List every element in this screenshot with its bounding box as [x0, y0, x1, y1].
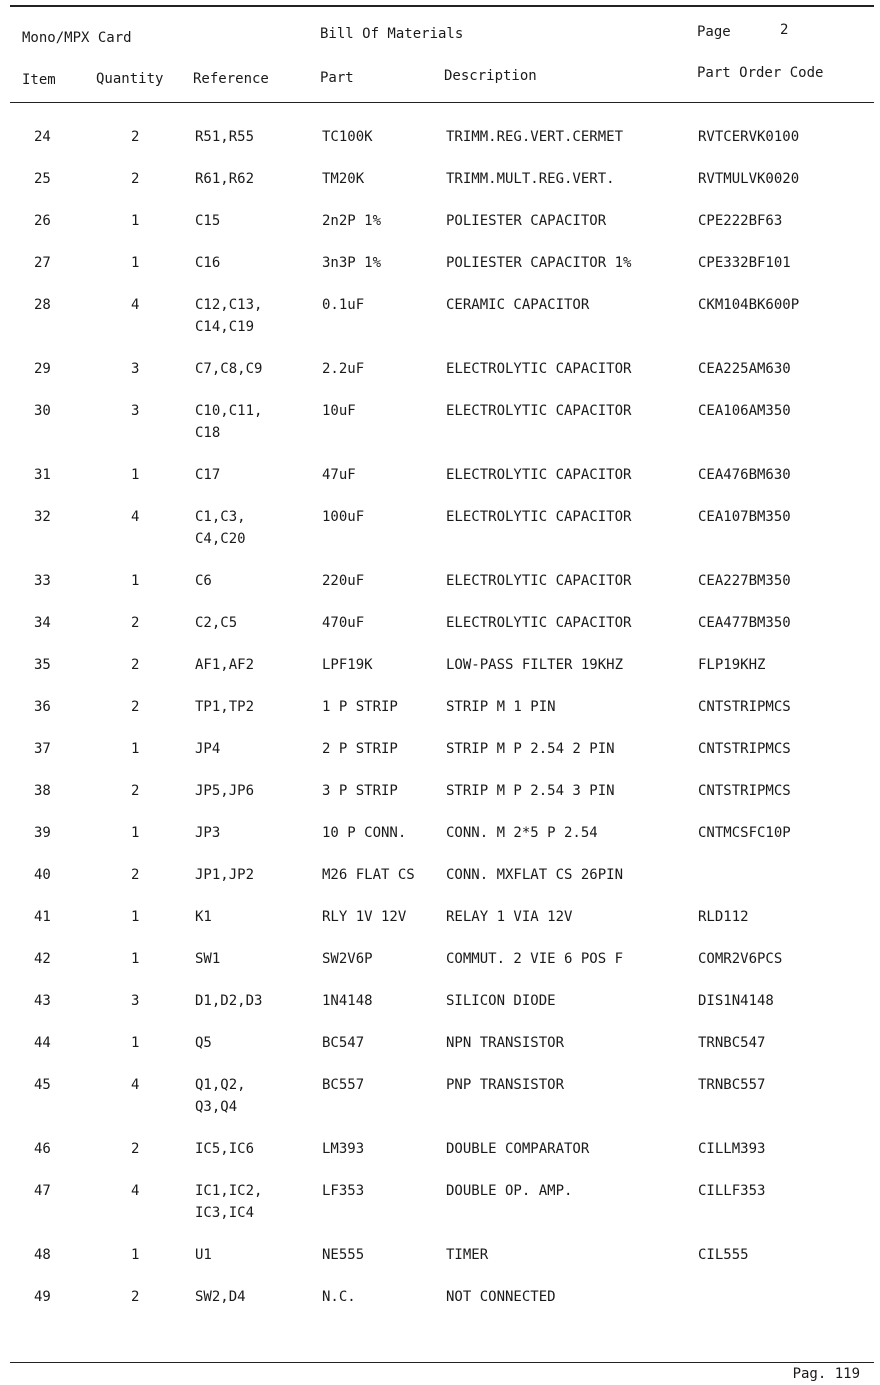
cell-part: BC547 [322, 1035, 365, 1051]
cell-part: 1 P STRIP [322, 699, 398, 715]
table-row [0, 244, 880, 286]
cell-description: SILICON DIODE [446, 993, 556, 1009]
cell-description: DOUBLE OP. AMP. [446, 1183, 573, 1199]
cell-item-number: 42 [34, 951, 51, 967]
footer-rule [10, 1362, 874, 1363]
cell-order-code: RVTMULVK0020 [698, 171, 800, 187]
cell-item-number: 31 [34, 467, 51, 483]
cell-reference: R61,R62 [195, 171, 255, 187]
table-row [0, 562, 880, 604]
cell-quantity: 1 [131, 467, 140, 483]
cell-description: NOT CONNECTED [446, 1289, 556, 1305]
cell-order-code: CPE332BF101 [698, 255, 791, 271]
cell-order-code: CKM104BK600P [698, 297, 800, 313]
cell-description: ELECTROLYTIC CAPACITOR [446, 615, 632, 631]
cell-quantity: 1 [131, 1247, 140, 1263]
cell-part: 10uF [322, 403, 356, 419]
cell-reference: JP4 [195, 741, 221, 757]
cell-description: TIMER [446, 1247, 489, 1263]
table-row [0, 350, 880, 392]
cell-item-number: 37 [34, 741, 51, 757]
cell-quantity: 1 [131, 741, 140, 757]
cell-quantity: 1 [131, 213, 140, 229]
cell-part: 2.2uF [322, 361, 365, 377]
table-row [0, 392, 880, 456]
card-name: Mono/MPX Card [22, 30, 132, 46]
cell-item-number: 43 [34, 993, 51, 1009]
cell-part: LPF19K [322, 657, 373, 673]
cell-item-number: 33 [34, 573, 51, 589]
cell-description: POLIESTER CAPACITOR [446, 213, 607, 229]
table-row [0, 160, 880, 202]
table-row [0, 730, 880, 772]
cell-item-number: 27 [34, 255, 51, 271]
cell-part: M26 FLAT CS [322, 867, 415, 883]
table-row [0, 202, 880, 244]
table-row [0, 286, 880, 350]
cell-description: CONN. M 2*5 P 2.54 [446, 825, 598, 841]
cell-reference: Q5 [195, 1035, 212, 1051]
cell-part: TM20K [322, 171, 365, 187]
column-header-order-code: Part Order Code [697, 65, 824, 81]
cell-quantity: 4 [131, 1183, 140, 1199]
cell-reference: R51,R55 [195, 129, 255, 145]
cell-order-code: CEA107BM350 [698, 509, 791, 525]
cell-order-code: CEA106AM350 [698, 403, 791, 419]
cell-item-number: 38 [34, 783, 51, 799]
cell-description: NPN TRANSISTOR [446, 1035, 565, 1051]
table-row [0, 498, 880, 562]
document-title: Bill Of Materials [320, 26, 464, 42]
cell-order-code: RVTCERVK0100 [698, 129, 800, 145]
bom-table [0, 118, 880, 1320]
cell-quantity: 2 [131, 1289, 140, 1305]
cell-part: LF353 [322, 1183, 365, 1199]
cell-order-code: DIS1N4148 [698, 993, 774, 1009]
cell-part: 470uF [322, 615, 365, 631]
column-header-description: Description [444, 68, 537, 84]
cell-quantity: 1 [131, 255, 140, 271]
cell-order-code: CNTSTRIPMCS [698, 699, 791, 715]
cell-item-number: 32 [34, 509, 51, 525]
cell-quantity: 2 [131, 867, 140, 883]
column-header-item: Item [22, 72, 56, 88]
cell-reference: AF1,AF2 [195, 657, 255, 673]
cell-quantity: 3 [131, 361, 140, 377]
table-row [0, 1024, 880, 1066]
cell-description: ELECTROLYTIC CAPACITOR [446, 467, 632, 483]
cell-reference: TP1,TP2 [195, 699, 255, 715]
cell-order-code: TRNBC547 [698, 1035, 766, 1051]
table-row [0, 1172, 880, 1236]
cell-description: TRIMM.REG.VERT.CERMET [446, 129, 624, 145]
cell-part: NE555 [322, 1247, 365, 1263]
table-row [0, 814, 880, 856]
cell-description: CERAMIC CAPACITOR [446, 297, 590, 313]
cell-description: ELECTROLYTIC CAPACITOR [446, 509, 632, 525]
cell-part: 2n2P 1% [322, 213, 382, 229]
footer-page-number: Pag. 119 [792, 1366, 860, 1382]
cell-quantity: 2 [131, 129, 140, 145]
cell-item-number: 28 [34, 297, 51, 313]
cell-quantity: 3 [131, 403, 140, 419]
cell-quantity: 4 [131, 1077, 140, 1093]
cell-item-number: 49 [34, 1289, 51, 1305]
cell-reference: C10,C11, C18 [195, 403, 263, 441]
table-row [0, 1066, 880, 1130]
cell-description: DOUBLE COMPARATOR [446, 1141, 590, 1157]
cell-part: 1N4148 [322, 993, 373, 1009]
cell-item-number: 44 [34, 1035, 51, 1051]
cell-quantity: 2 [131, 783, 140, 799]
cell-order-code: CILLM393 [698, 1141, 766, 1157]
table-row [0, 118, 880, 160]
cell-part: SW2V6P [322, 951, 373, 967]
cell-order-code: CEA477BM350 [698, 615, 791, 631]
cell-quantity: 1 [131, 1035, 140, 1051]
cell-part: 220uF [322, 573, 365, 589]
cell-item-number: 34 [34, 615, 51, 631]
cell-order-code: CEA225AM630 [698, 361, 791, 377]
top-rule [10, 5, 874, 7]
column-header-quantity: Quantity [96, 71, 164, 87]
cell-reference: C1,C3, C4,C20 [195, 509, 246, 547]
cell-reference: JP3 [195, 825, 221, 841]
cell-part: 100uF [322, 509, 365, 525]
cell-description: POLIESTER CAPACITOR 1% [446, 255, 632, 271]
cell-reference: C6 [195, 573, 212, 589]
cell-part: 3 P STRIP [322, 783, 398, 799]
table-row [0, 940, 880, 982]
cell-quantity: 1 [131, 825, 140, 841]
cell-quantity: 2 [131, 615, 140, 631]
cell-item-number: 36 [34, 699, 51, 715]
cell-item-number: 25 [34, 171, 51, 187]
cell-description: TRIMM.MULT.REG.VERT. [446, 171, 615, 187]
cell-order-code: COMR2V6PCS [698, 951, 783, 967]
cell-part: TC100K [322, 129, 373, 145]
cell-order-code: CILLF353 [698, 1183, 766, 1199]
cell-description: STRIP M P 2.54 3 PIN [446, 783, 615, 799]
cell-part: LM393 [322, 1141, 365, 1157]
cell-quantity: 2 [131, 171, 140, 187]
table-row [0, 856, 880, 898]
cell-reference: C2,C5 [195, 615, 238, 631]
cell-quantity: 1 [131, 951, 140, 967]
cell-description: STRIP M P 2.54 2 PIN [446, 741, 615, 757]
cell-quantity: 1 [131, 573, 140, 589]
cell-description: STRIP M 1 PIN [446, 699, 556, 715]
cell-reference: C7,C8,C9 [195, 361, 263, 377]
cell-item-number: 41 [34, 909, 51, 925]
cell-item-number: 46 [34, 1141, 51, 1157]
cell-item-number: 26 [34, 213, 51, 229]
cell-part: BC557 [322, 1077, 365, 1093]
cell-order-code: CNTSTRIPMCS [698, 783, 791, 799]
cell-quantity: 1 [131, 909, 140, 925]
cell-item-number: 29 [34, 361, 51, 377]
cell-reference: IC1,IC2, IC3,IC4 [195, 1183, 263, 1221]
header-rule [10, 102, 874, 103]
cell-item-number: 39 [34, 825, 51, 841]
table-row [0, 1130, 880, 1172]
cell-item-number: 48 [34, 1247, 51, 1263]
cell-quantity: 2 [131, 699, 140, 715]
cell-part: 3n3P 1% [322, 255, 382, 271]
cell-order-code: CNTSTRIPMCS [698, 741, 791, 757]
page-number: 2 [780, 22, 789, 38]
cell-part: 10 P CONN. [322, 825, 407, 841]
cell-order-code: FLP19KHZ [698, 657, 766, 673]
cell-reference: IC5,IC6 [195, 1141, 255, 1157]
cell-quantity: 2 [131, 657, 140, 673]
table-row [0, 982, 880, 1024]
table-row [0, 646, 880, 688]
cell-item-number: 45 [34, 1077, 51, 1093]
cell-part: RLY 1V 12V [322, 909, 407, 925]
cell-reference: JP1,JP2 [195, 867, 255, 883]
cell-quantity: 4 [131, 297, 140, 313]
cell-reference: SW1 [195, 951, 221, 967]
table-row [0, 1236, 880, 1278]
cell-order-code: CEA227BM350 [698, 573, 791, 589]
column-header-reference: Reference [193, 71, 269, 87]
column-header-part: Part [320, 70, 354, 86]
cell-description: ELECTROLYTIC CAPACITOR [446, 403, 632, 419]
cell-item-number: 35 [34, 657, 51, 673]
table-row [0, 772, 880, 814]
cell-reference: K1 [195, 909, 212, 925]
cell-order-code: RLD112 [698, 909, 749, 925]
cell-reference: C12,C13, C14,C19 [195, 297, 263, 335]
cell-description: ELECTROLYTIC CAPACITOR [446, 573, 632, 589]
cell-reference: JP5,JP6 [195, 783, 255, 799]
cell-part: N.C. [322, 1289, 356, 1305]
table-row [0, 456, 880, 498]
table-row [0, 688, 880, 730]
cell-description: RELAY 1 VIA 12V [446, 909, 573, 925]
cell-item-number: 30 [34, 403, 51, 419]
cell-reference: C17 [195, 467, 221, 483]
page-label: Page [697, 24, 731, 40]
cell-description: CONN. MXFLAT CS 26PIN [446, 867, 624, 883]
cell-reference: C16 [195, 255, 221, 271]
cell-quantity: 3 [131, 993, 140, 1009]
cell-part: 47uF [322, 467, 356, 483]
cell-description: COMMUT. 2 VIE 6 POS F [446, 951, 624, 967]
cell-reference: U1 [195, 1247, 212, 1263]
cell-order-code: CNTMCSFC10P [698, 825, 791, 841]
cell-item-number: 40 [34, 867, 51, 883]
cell-item-number: 47 [34, 1183, 51, 1199]
cell-order-code: TRNBC557 [698, 1077, 766, 1093]
cell-order-code: CIL555 [698, 1247, 749, 1263]
cell-description: PNP TRANSISTOR [446, 1077, 565, 1093]
cell-quantity: 4 [131, 509, 140, 525]
cell-order-code: CEA476BM630 [698, 467, 791, 483]
cell-reference: D1,D2,D3 [195, 993, 263, 1009]
cell-part: 0.1uF [322, 297, 365, 313]
cell-order-code: CPE222BF63 [698, 213, 783, 229]
cell-description: ELECTROLYTIC CAPACITOR [446, 361, 632, 377]
cell-reference: Q1,Q2, Q3,Q4 [195, 1077, 246, 1115]
cell-reference: SW2,D4 [195, 1289, 246, 1305]
cell-reference: C15 [195, 213, 221, 229]
cell-quantity: 2 [131, 1141, 140, 1157]
table-row [0, 604, 880, 646]
cell-part: 2 P STRIP [322, 741, 398, 757]
table-row [0, 1278, 880, 1320]
cell-description: LOW-PASS FILTER 19KHZ [446, 657, 624, 673]
table-row [0, 898, 880, 940]
cell-item-number: 24 [34, 129, 51, 145]
